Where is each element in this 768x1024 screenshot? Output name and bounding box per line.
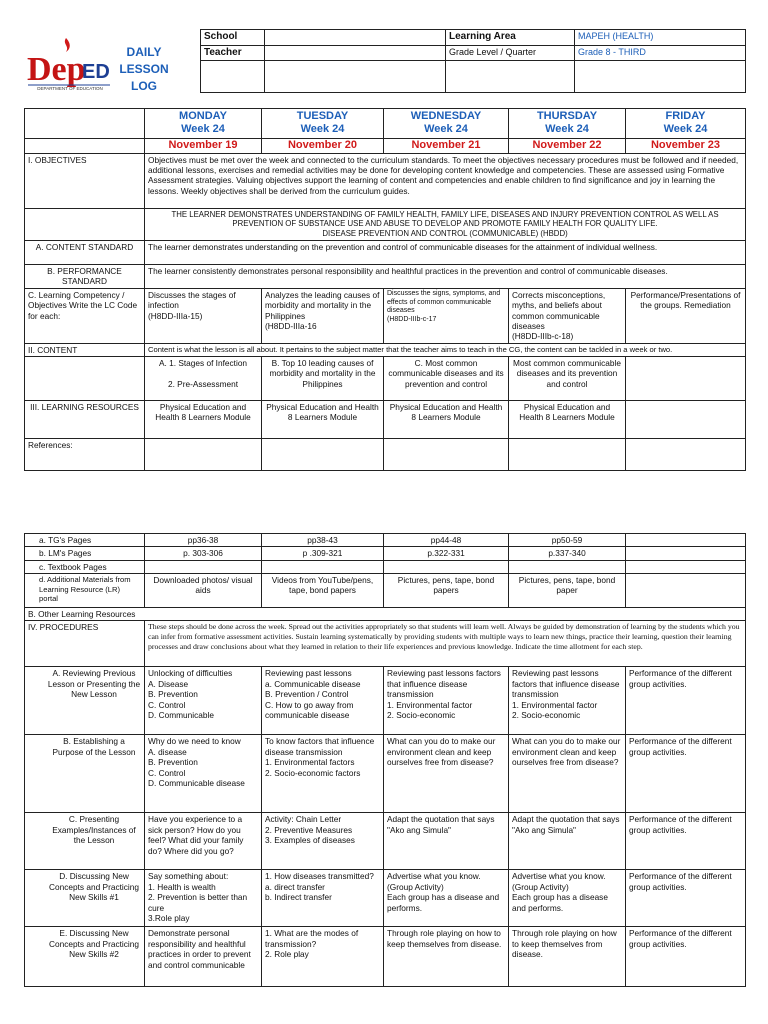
competency-tuesday: Analyzes the leading causes of morbidity and mortality in the Philippines (H8DD-IIIa-16	[262, 288, 384, 343]
tg-wednesday: pp44-48	[384, 534, 509, 547]
grade-value: Grade 8 - THIRD	[575, 45, 746, 61]
row-c-label: C. Presenting Examples/Instances of the Lesson	[25, 813, 145, 870]
competency-thursday: Corrects misconceptions, myths, and beliefs about common communicable diseases (H8DD-IIIb-c-18)	[509, 288, 626, 343]
row-c-friday: Performance of the different group activities.	[626, 813, 746, 870]
logo-subtitle: DEPARTMENT OF EDUCATION	[37, 86, 103, 91]
lm-pages-label: b. LM's Pages	[25, 547, 145, 560]
procedures-text: These steps should be done across the week. Spread out the activities appropriately so that students will learn well. Always be guided by demonstration of learning by the students which you can infer from formative assessment activities. Sustain learning systematically by providing students with multiple ways to learn new things, practice their learning, question their learning processes and draw conclusions about what they learned in relation to their life experiences and previous knowledge. Indicate the time allotment for each step.	[145, 621, 746, 667]
lesson-log-table-1	[24, 108, 746, 471]
additional-thursday: Pictures, pens, tape, bond paper	[509, 574, 626, 608]
grade-label: Grade Level / Quarter	[446, 45, 575, 61]
tg-monday: pp36-38	[145, 534, 262, 547]
blank-cell	[384, 439, 509, 471]
content-standard-label: A. CONTENT STANDARD	[25, 240, 145, 264]
content-monday: A. 1. Stages of Infection 2. Pre-Assessment	[145, 357, 262, 401]
objectives-text: Objectives must be met over the week and connected to the curriculum standards. To meet the objectives necessary procedures must be followed and if needed, additional lessons, exercises and remedial activities may be done for developing content knowledge and competencies. These are assessed using Formative Assessment strategies. Valuing objectives support the learning of content and competencies and enable children to find significance and joy in learning the lessons. Weekly objectives shall be derived from the curriculum guides.	[145, 153, 746, 208]
blank-cell	[25, 357, 145, 401]
school-label: School	[201, 30, 265, 46]
date-thursday: November 22	[509, 139, 626, 154]
row-c-monday: Have you experience to a sick person? How do you feel? What did your family do? Where did you go?	[145, 813, 262, 870]
row-d-friday: Performance of the different group activities.	[626, 870, 746, 927]
teacher-field[interactable]	[265, 45, 446, 61]
resources-friday	[626, 401, 746, 439]
row-c-tuesday: Activity: Chain Letter 2. Preventive Measures 3. Examples of diseases	[262, 813, 384, 870]
objectives-label: I. OBJECTIVES	[25, 153, 145, 208]
blank-cell	[262, 439, 384, 471]
content-label: II. CONTENT	[25, 343, 145, 356]
other-resources-label: B. Other Learning Resources	[25, 608, 746, 621]
date-friday: November 23	[626, 139, 746, 154]
row-b-label: B. Establishing a Purpose of the Lesson	[25, 735, 145, 813]
blank-cell	[145, 560, 262, 573]
header-info-table	[200, 29, 746, 93]
content-thursday: Most common communicable diseases and its prevention and control	[509, 357, 626, 401]
date-monday: November 19	[145, 139, 262, 154]
competency-label: C. Learning Competency / Objectives Write the LC Code for each:	[25, 288, 145, 343]
row-e-wednesday: Through role playing on how to keep themselves from disease.	[384, 927, 509, 987]
additional-friday	[626, 574, 746, 608]
row-c-thursday: Adapt the quotation that says "Ako ang Simula"	[509, 813, 626, 870]
blank-cell	[626, 560, 746, 573]
row-b-thursday: What can you do to make our environment clean and keep ourselves free from disease?	[509, 735, 626, 813]
blank-cell	[626, 439, 746, 471]
corner-cell	[25, 109, 145, 139]
blank-cell	[265, 61, 446, 93]
blank-cell	[384, 560, 509, 573]
lm-friday	[626, 547, 746, 560]
row-e-friday: Performance of the different group activities.	[626, 927, 746, 987]
lesson-log-table-2	[24, 533, 746, 987]
row-a-tuesday: Reviewing past lessons a. Communicable disease B. Prevention / Control C. How to go away from communicable disease	[262, 667, 384, 735]
content-tuesday: B. Top 10 leading causes of morbidity and mortality in the Philippines	[262, 357, 384, 401]
content-wednesday: C. Most common communicable diseases and its prevention and control	[384, 357, 509, 401]
additional-tuesday: Videos from YouTube/pens, tape, bond papers	[262, 574, 384, 608]
textbook-pages-label: c. Textbook Pages	[25, 560, 145, 573]
svg-text:ED: ED	[82, 61, 110, 83]
day-header-tuesday: TUESDAY Week 24	[262, 109, 384, 139]
row-e-thursday: Through role playing on how to keep themselves from disease.	[509, 927, 626, 987]
lm-tuesday: p .309-321	[262, 547, 384, 560]
competency-friday: Performance/Presentations of the groups. Remediation	[626, 288, 746, 343]
day-header-wednesday: WEDNESDAY Week 24	[384, 109, 509, 139]
blank-cell	[509, 560, 626, 573]
row-e-tuesday: 1. What are the modes of transmission? 2. Role play	[262, 927, 384, 987]
row-d-monday: Say something about: 1. Health is wealth 2. Prevention is better than cure 3.Role play	[145, 870, 262, 927]
row-b-monday: Why do we need to know A. disease B. Prevention C. Control D. Communicable disease	[145, 735, 262, 813]
day-header-thursday: THURSDAY Week 24	[509, 109, 626, 139]
resources-thursday: Physical Education and Health 8 Learners Module	[509, 401, 626, 439]
row-c-wednesday: Adapt the quotation that says "Ako ang Simula"	[384, 813, 509, 870]
tg-tuesday: pp38-43	[262, 534, 384, 547]
tg-pages-label: a. TG's Pages	[25, 534, 145, 547]
title-line-1: DAILY	[126, 45, 162, 59]
performance-standard-text: The learner consistently demonstrates personal responsibility and healthful practices in the prevention and control of communicable diseases.	[145, 264, 746, 288]
row-e-label: E. Discussing New Concepts and Practicing New Skills #2	[25, 927, 145, 987]
procedures-label: IV. PROCEDURES	[25, 621, 145, 667]
additional-materials-label: d. Additional Materials from Learning Resource (LR) portal	[25, 574, 145, 608]
tg-friday	[626, 534, 746, 547]
row-d-label: D. Discussing New Concepts and Practicing New Skills #1	[25, 870, 145, 927]
resources-monday: Physical Education and Health 8 Learners Module	[145, 401, 262, 439]
svg-text:Dep: Dep	[27, 51, 86, 88]
competency-wednesday: Discusses the signs, symptoms, and effects of common communicable diseases (H8DD-IIIb-c-17	[384, 288, 509, 343]
lm-monday: p. 303-306	[145, 547, 262, 560]
additional-wednesday: Pictures, pens, tape, bond papers	[384, 574, 509, 608]
row-b-tuesday: To know factors that influence disease transmission 1. Environmental factors 2. Socio-economic factors	[262, 735, 384, 813]
document-title	[116, 44, 172, 95]
content-friday	[626, 357, 746, 401]
resources-tuesday: Physical Education and Health 8 Learners Module	[262, 401, 384, 439]
row-b-wednesday: What can you do to make our environment clean and keep ourselves free from disease?	[384, 735, 509, 813]
row-d-wednesday: Advertise what you know. (Group Activity) Each group has a disease and performs.	[384, 870, 509, 927]
blank-cell	[575, 61, 746, 93]
row-b-friday: Performance of the different group activities.	[626, 735, 746, 813]
blank-cell	[25, 208, 145, 240]
row-a-monday: Unlocking of difficulties A. Disease B. Prevention C. Control D. Communicable	[145, 667, 262, 735]
row-e-monday: Demonstrate personal responsibility and healthful practices in order to prevent and control communicable	[145, 927, 262, 987]
row-a-wednesday: Reviewing past lessons factors that influence disease transmission 1. Environmental factor 2. Socio-economic	[384, 667, 509, 735]
standard-banner: THE LEARNER DEMONSTRATES UNDERSTANDING OF FAMILY HEALTH, FAMILY LIFE, DISEASES AND INJURY PREVENTION CONTROL AS WELL AS PREVENTION OF SUBSTANCE USE AND ABUSE TO DEVELOP AND PROMOTE FAMILY HEALTH FOR QUALITY LIFE. DISEASE PREVENTION AND CONTROL (COMMUNICABLE) (HBDD)	[145, 208, 746, 240]
content-standard-text: The learner demonstrates understanding on the prevention and control of communicable diseases for the attainment of individual wellness.	[145, 240, 746, 264]
row-a-thursday: Reviewing past lessons factors that influence disease transmission 1. Environmental factor 2. Socio-economic	[509, 667, 626, 735]
title-line-2: LESSON	[119, 62, 169, 76]
content-text: Content is what the lesson is all about. It pertains to the subject matter that the teacher aims to teach in the CG, the content can be tackled in a week or two.	[145, 343, 746, 356]
row-a-label: A. Reviewing Previous Lesson or Presenting the New Lesson	[25, 667, 145, 735]
row-a-friday: Performance of the different group activities.	[626, 667, 746, 735]
teacher-label: Teacher	[201, 45, 265, 61]
learning-area-label: Learning Area	[446, 30, 575, 46]
resources-wednesday: Physical Education and Health 8 Learners Module	[384, 401, 509, 439]
blank-cell	[201, 61, 265, 93]
blank-cell	[25, 139, 145, 154]
title-line-3: LOG	[131, 79, 157, 93]
performance-standard-label: B. PERFORMANCE STANDARD	[25, 264, 145, 288]
day-header-monday: MONDAY Week 24	[145, 109, 262, 139]
additional-monday: Downloaded photos/ visual aids	[145, 574, 262, 608]
date-wednesday: November 21	[384, 139, 509, 154]
row-d-thursday: Advertise what you know. (Group Activity) Each group has a disease and performs.	[509, 870, 626, 927]
lm-thursday: p.337-340	[509, 547, 626, 560]
logo	[26, 34, 112, 96]
blank-cell	[262, 560, 384, 573]
resources-label: III. LEARNING RESOURCES	[25, 401, 145, 439]
blank-cell	[509, 439, 626, 471]
blank-cell	[446, 61, 575, 93]
lm-wednesday: p.322-331	[384, 547, 509, 560]
day-header-friday: FRIDAY Week 24	[626, 109, 746, 139]
tg-thursday: pp50-59	[509, 534, 626, 547]
row-d-tuesday: 1. How diseases transmitted? a. direct transfer b. Indirect transfer	[262, 870, 384, 927]
learning-area-value: MAPEH (HEALTH)	[575, 30, 746, 46]
blank-cell	[145, 439, 262, 471]
date-tuesday: November 20	[262, 139, 384, 154]
school-field[interactable]	[265, 30, 446, 46]
references-label: References:	[25, 439, 145, 471]
competency-monday: Discusses the stages of infection (H8DD-IIIa-15)	[145, 288, 262, 343]
